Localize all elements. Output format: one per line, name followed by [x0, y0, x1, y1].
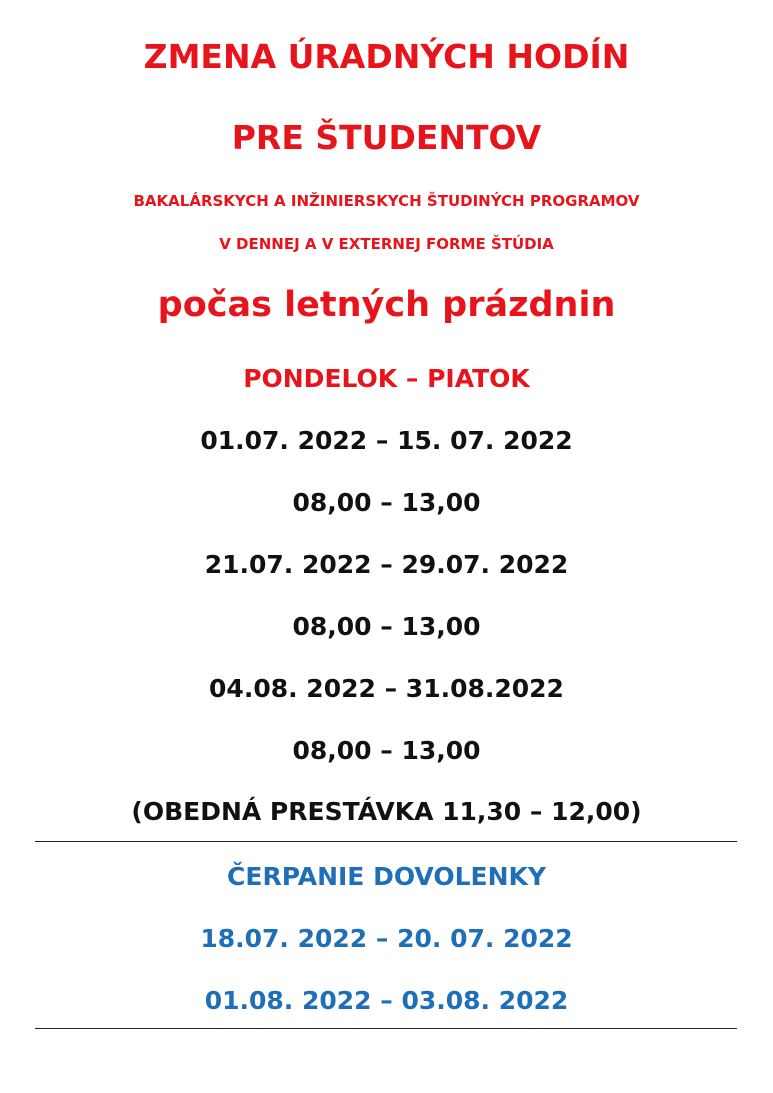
- schedule-dates-3: 04.08. 2022 – 31.08.2022: [209, 674, 564, 703]
- summer-period-heading: počas letných prázdnin: [157, 285, 616, 325]
- schedule-hours-3: 08,00 – 13,00: [292, 736, 481, 765]
- weekdays-label: PONDELOK – PIATOK: [243, 364, 530, 393]
- lunch-break-note: (OBEDNÁ PRESTÁVKA 11,30 – 12,00): [131, 797, 642, 826]
- leave-period-2: 01.08. 2022 – 03.08. 2022: [204, 986, 569, 1015]
- leave-period-1: 18.07. 2022 – 20. 07. 2022: [200, 924, 573, 953]
- schedule-hours-2: 08,00 – 13,00: [292, 612, 481, 641]
- notice-title-line2: PRE ŠTUDENTOV: [231, 118, 542, 157]
- schedule-hours-1: 08,00 – 13,00: [292, 488, 481, 517]
- notice-title-line1: ZMENA ÚRADNÝCH HODÍN: [143, 37, 630, 76]
- divider-bottom: [35, 1028, 737, 1029]
- schedule-dates-1: 01.07. 2022 – 15. 07. 2022: [200, 426, 573, 455]
- programs-subtitle: BAKALÁRSKYCH A INŽINIERSKYCH ŠTUDINÝCH PROGRAMOV: [133, 192, 640, 210]
- leave-heading: ČERPANIE DOVOLENKY: [227, 862, 546, 891]
- schedule-dates-2: 21.07. 2022 – 29.07. 2022: [204, 550, 569, 579]
- study-form-subtitle: V DENNEJ A V EXTERNEJ FORME ŠTÚDIA: [219, 235, 554, 253]
- divider-top: [35, 841, 737, 842]
